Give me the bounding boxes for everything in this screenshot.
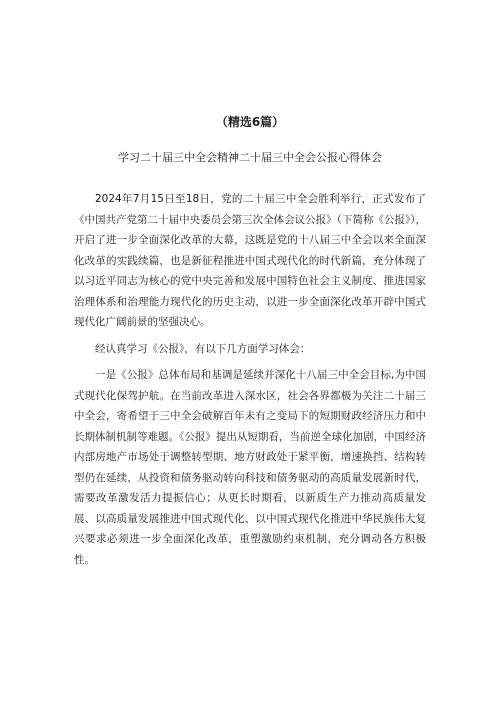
edition-tag: （精选6篇） — [215, 115, 285, 129]
document-body — [74, 189, 426, 576]
paragraph-lead: 经认真学习《公报》，有以下几方面学习体会： — [95, 342, 311, 355]
paragraph-point-one: 一是《公报》总体布局和基调是延续并深化十八届三中全会目标,为中国式现代化保驾护航。在当前改革进入深水区，社会各界都极为关注二十届三中全会，寄希望于三中全会破解百年未有之变局下的短期财政经济压力和中长期体制机制等难题。《公报》提出从短期看，当前逆全球化加剧，中国经济内部房地产市场处于调整转型期、地方财政处于紧平衡，增速换挡、结构转型仍在延续，从投资和债务驱动转向科技和债务驱动的高质量发展新时代，需要改革激发活力提振信心；从更长时期看，以新质生产力推动高质量发展、以高质量发展推进中国式现代化、以中国式现代化推进中华民族伟大复兴要求必须进一步全面深化改革，重塑激励约束机制，充分调动各方积极性。 — [74, 369, 426, 566]
document-title: 学习二十届三中全会精神二十届三中全会公报心得体会 — [118, 151, 382, 164]
paragraph-intro: 2024年7月15日至18日，党的二十届三中全会胜利举行，正式发布了《中国共产党第二十届中央委员会第三次全体会议公报》（下简称《公报》），开启了进一步全面深化改革的大幕，这既是党的十八届三中全会以来全面深化改革的实践续篇，也是新征程推进中国式现代化的时代新篇，充分体现了以习近平同志为核心的党中央完善和发展中国特色社会主义制度、推进国家治理体系和治理能力现代化的历史主动，以进一步全面深化改革开辟中国式现代化广阔前景的坚强决心。 — [74, 193, 426, 328]
